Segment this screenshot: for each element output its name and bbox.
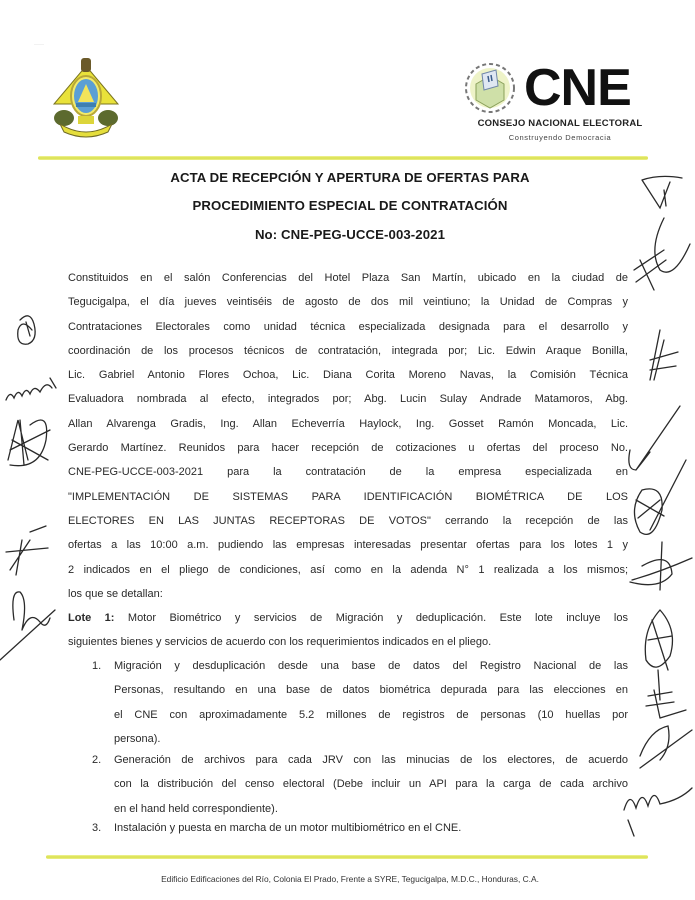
list-item-line: Personas, resultando en una base de datos biométrica depurada para las elecciones en (114, 684, 628, 697)
paragraph-line: Constituidos en el salón Conferencias del Hotel Plaza San Martín, ubicado en la ciudad de (68, 272, 628, 284)
document-title-line-1: ACTA DE RECEPCIÓN Y APERTURA DE OFERTAS PARA (170, 170, 530, 185)
lote-1-description: Motor Biométrico y servicios de Migración y deduplicación. Este lote incluye los (114, 612, 628, 624)
lote-item-3 (90, 816, 628, 840)
lote-1-line-2: siguientes bienes y servicios de acuerdo con los requerimientos indicados en el pliego. (68, 636, 492, 649)
paragraph-line: "IMPLEMENTACIÓN DE SISTEMAS PARA IDENTIFICACIÓN BIOMÉTRICA DE LOS (68, 490, 628, 503)
header-tiny-label: ·········· (34, 42, 44, 46)
paragraph-line: Lic. Gabriel Antonio Flores Ochoa, Lic. Diana Corita Moreno Navas, la Comisión Técnica (68, 369, 628, 382)
list-item-line: con la distribución del censo electoral (Debe incluir un API para la carga de cada archivo (114, 778, 628, 791)
paragraph-line: Allan Alvarenga Gradis, Ing. Allan Echeverría Haylock, Ing. Gosset Ramón Moncada, Lic. (68, 417, 628, 430)
footer-address: Edificio Edificaciones del Río, Colonia El Prado, Frente a SYRE, Tegucigalpa, M.D.C., Honduras, C.A. (161, 874, 539, 884)
list-item-line: el CNE con aproximadamente 5.2 millones de registros de personas (10 huellas por (114, 708, 628, 721)
paragraph-line: ofertas a las 10:00 a.m. pudiendo las empresas interesadas presentar ofertas para los lotes 1 y (68, 539, 628, 552)
paragraph-line: CNE-PEG-UCCE-003-2021 para la contratación de la empresa especializada en (68, 466, 628, 479)
lote-item-2 (90, 748, 628, 821)
right-margin-signatures-icon (620, 170, 695, 850)
paragraph-line: Evaluadora nombrada al efecto, integrados por; Abg. Lucin Sulay Andrade Matamoros, Abg. (68, 393, 628, 406)
footer-divider (46, 855, 648, 859)
list-item-line: Generación de archivos para cada JRV con las minucias de los electores, de acuerdo (114, 754, 628, 766)
document-title-line-2: PROCEDIMIENTO ESPECIAL DE CONTRATACIÓN (192, 198, 508, 213)
paragraph-line: coordinación de los procesos técnicos de contratación, integrada por; Lic. Edwin Araque Bonilla, (68, 344, 628, 357)
cne-subtitle: CONSEJO NACIONAL ELECTORAL (477, 118, 643, 129)
ballot-box-emblem-icon (462, 60, 518, 116)
paragraph-line: 2 indicados en el pliego de condiciones, así como en la adenda N° 1 realizada a los mismos; (68, 563, 628, 576)
lote-1-intro-line (68, 606, 628, 630)
list-item-line: persona). (114, 732, 161, 745)
opening-paragraph (68, 266, 628, 606)
paragraph-line: Tegucigalpa, el día jueves veintiséis de agosto de dos mil veintiuno; la Unidad de Compras y (68, 296, 628, 309)
cne-wordmark: CNE (524, 59, 631, 117)
list-number: 2. (92, 754, 102, 766)
document-number: No: CNE-PEG-UCCE-003-2021 (254, 227, 446, 242)
list-number: 1. (92, 660, 102, 672)
cne-logo (458, 56, 663, 156)
list-item-line: en el hand held correspondiente). (114, 802, 278, 815)
left-margin-signatures-icon (0, 300, 70, 680)
lote-1-label: Lote 1: (68, 612, 115, 624)
lote-1-section (68, 606, 628, 655)
list-item-line: Migración y desduplicación desde una base de datos del Registro Nacional de las (114, 660, 628, 672)
list-number: 3. (92, 822, 102, 834)
paragraph-line: los que se detallan: (68, 587, 163, 600)
list-item-line: Instalación y puesta en marcha de un motor multibiométrico en el CNE. (114, 822, 462, 834)
lote-item-1 (90, 654, 628, 751)
cne-motto: Construyendo Democracia (508, 133, 612, 142)
coat-of-arms-icon (48, 56, 124, 140)
paragraph-line: Gerardo Martínez. Reunidos para hacer recepción de cotizaciones u ofertas del proceso No. (68, 442, 628, 455)
paragraph-line: Contrataciones Electorales como unidad técnica especializada designada para el desarrollo y (68, 320, 628, 333)
paragraph-line: ELECTORES EN LAS JUNTAS RECEPTORAS DE VOTOS" cerrando la recepción de las (68, 514, 628, 527)
coat-of-arms-logo (48, 56, 124, 140)
header-divider (38, 156, 648, 160)
